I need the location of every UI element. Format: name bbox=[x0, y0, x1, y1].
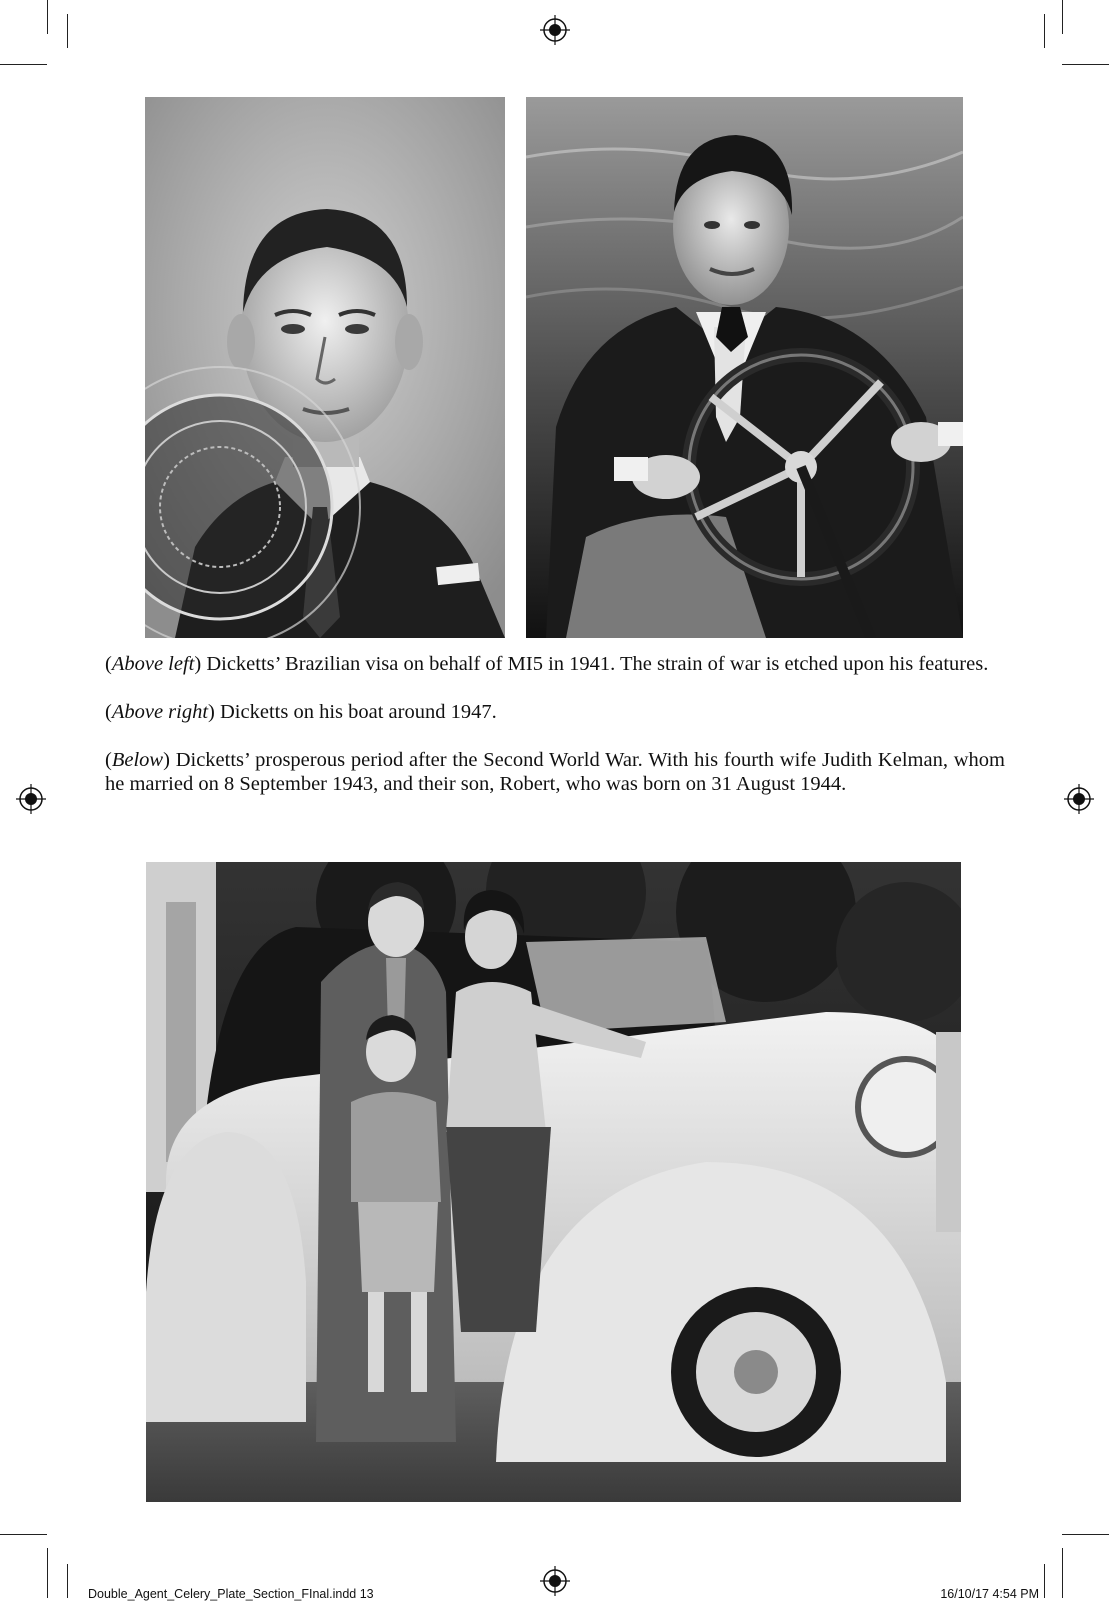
registration-mark-left-icon bbox=[16, 784, 46, 814]
caption-below: (Below) Dicketts’ prosperous period after the Second World War. With his fourth wife Judith Kelman, whom he married on 8 September 1943, and their son, Robert, who was born on 31 August 1944. bbox=[105, 749, 1005, 795]
registration-mark-right-icon bbox=[1064, 784, 1094, 814]
caption-above-right: (Above right) Dicketts on his boat around 1947. bbox=[105, 701, 497, 723]
crop-mark-top-right-v bbox=[1044, 14, 1045, 48]
crop-mark-top-right-v2 bbox=[1062, 0, 1063, 34]
caption-above-right-text: Dicketts on his boat around 1947. bbox=[214, 701, 497, 723]
registration-mark-bottom-icon bbox=[540, 1566, 570, 1596]
boat-portrait-photo bbox=[526, 97, 963, 638]
crop-mark-top-right-h bbox=[1062, 64, 1109, 65]
slug-datetime: 16/10/17 4:54 PM bbox=[940, 1587, 1039, 1601]
slug-filename: Double_Agent_Celery_Plate_Section_FInal.indd 13 bbox=[88, 1587, 374, 1601]
visa-portrait-photo bbox=[145, 97, 505, 638]
crop-mark-bottom-left-v2 bbox=[67, 1564, 68, 1598]
caption-below-label: Below bbox=[111, 749, 164, 771]
crop-mark-top-left-h bbox=[0, 64, 47, 65]
crop-mark-top-left-v2 bbox=[67, 14, 68, 48]
caption-above-left: (Above left) Dicketts’ Brazilian visa on behalf of MI5 in 1941. The strain of war is etched upon his features. bbox=[105, 653, 989, 675]
crop-mark-top-left-v bbox=[47, 0, 48, 34]
caption-below-text: Dicketts’ prosperous period after the Second World War. With his fourth wife Judith Kelman, whom he married on 8 September 1943, and their son, Robert, who was born on 31 August 1944. bbox=[105, 749, 1005, 795]
registration-mark-top-icon bbox=[540, 15, 570, 45]
caption-above-left-label: Above left bbox=[111, 653, 195, 675]
crop-mark-bottom-left-v bbox=[47, 1548, 48, 1598]
family-car-photo bbox=[146, 862, 961, 1502]
caption-above-left-text: Dicketts’ Brazilian visa on behalf of MI5 in 1941. The strain of war is etched upon his features. bbox=[201, 653, 989, 675]
caption-above-right-label: Above right bbox=[111, 701, 209, 723]
crop-mark-bottom-right-v2 bbox=[1062, 1548, 1063, 1598]
crop-mark-bottom-right-h bbox=[1062, 1534, 1109, 1535]
crop-mark-bottom-left-h bbox=[0, 1534, 47, 1535]
crop-mark-bottom-right-v bbox=[1044, 1564, 1045, 1598]
caption-block bbox=[105, 652, 1005, 796]
